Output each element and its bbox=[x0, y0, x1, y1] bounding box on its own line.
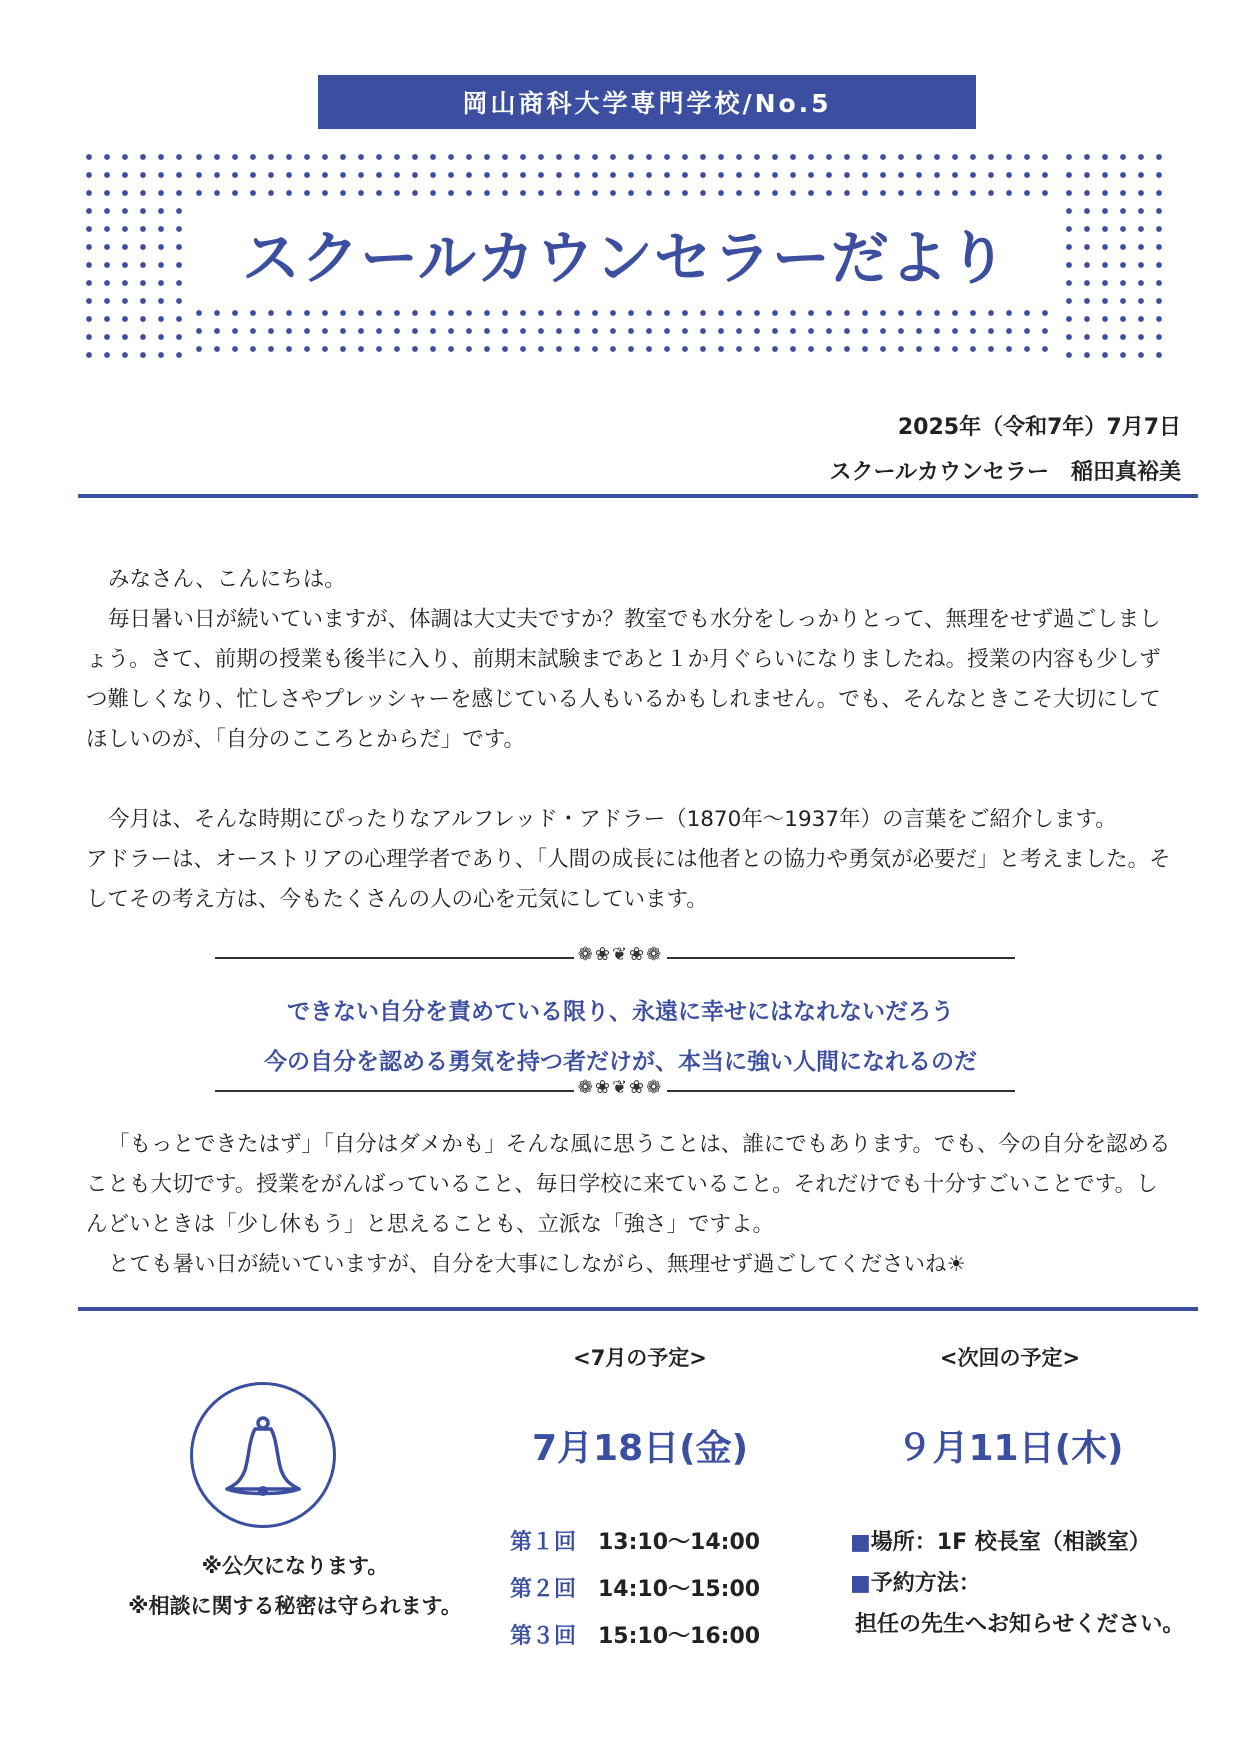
session-label: 第３回 bbox=[510, 1624, 577, 1649]
flower-ornament-bottom: ❁❀❦❀❁ bbox=[0, 1077, 1241, 1098]
session-row bbox=[510, 1619, 760, 1650]
note-confidential: ※相談に関する秘密は守られます。 bbox=[128, 1594, 462, 1618]
divider-top bbox=[78, 494, 1198, 498]
next-schedule-heading: <次回の予定> bbox=[939, 1346, 1081, 1370]
session-row bbox=[510, 1572, 760, 1603]
square-bullet-icon: ■ bbox=[850, 1571, 871, 1596]
school-banner: 岡山商科大学専門学校/No.5 bbox=[318, 75, 976, 129]
paragraph-greeting: みなさん、こんにちは。 bbox=[108, 567, 346, 592]
paragraph-message: 「もっとできたはず」「自分はダメかも」そんな風に思うことは、誰にでもあります。でも、今の自分を認めることも大切です。授業をがんばっていること、毎日学校に来ていること。それだけでも十分すごいことです。しんどいときは「少し休もう」と思えることも、立派な「強さ」ですよ。 bbox=[86, 1132, 1171, 1237]
message-text bbox=[86, 1125, 1176, 1285]
next-reservation-label: ■予約方法： bbox=[850, 1571, 981, 1596]
july-schedule-heading: <7月の予定> bbox=[573, 1346, 707, 1370]
divider-bottom bbox=[78, 1307, 1198, 1311]
next-reservation-text: 担任の先生へお知らせください。 bbox=[855, 1612, 1185, 1637]
session-time: 14:10〜15:00 bbox=[598, 1577, 761, 1602]
next-date: ９月11日(木) bbox=[896, 1428, 1124, 1469]
dot-pattern-bottom bbox=[190, 304, 1060, 358]
paragraph-closing: とても暑い日が続いていますが、自分を大事にしながら、無理せず過ごしてくださいね☀ bbox=[108, 1252, 966, 1277]
bell-icon bbox=[190, 1382, 336, 1528]
session-label: 第２回 bbox=[510, 1577, 577, 1602]
paragraph-adler-bio: アドラーは、オーストリアの心理学者であり、「人間の成長には他者との協力や勇気が必要だ」と考えました。そしてその考え方は、今もたくさんの人の心を元気にしています。 bbox=[86, 847, 1171, 912]
author-name: スクールカウンセラー 稲田真裕美 bbox=[829, 460, 1181, 485]
next-place: ■場所：1F 校長室（相談室） bbox=[850, 1530, 1151, 1555]
session-time: 13:10〜14:00 bbox=[598, 1530, 761, 1555]
dot-pattern-top bbox=[190, 148, 1060, 202]
flower-ornament-top: ❁❀❦❀❁ bbox=[0, 944, 1241, 965]
dot-pattern-left bbox=[80, 148, 190, 358]
quote-line-1: できない自分を責めている限り、永遠に幸せにはなれないだろう bbox=[287, 999, 954, 1025]
paragraph-intro: 毎日暑い日が続いていますが、体調は大丈夫ですか？教室でも水分をしっかりとって、無理をせず過ごしましょう。さて、前期の授業も後半に入り、前期末試験まであと１か月ぐらいになりましたね。授業の内容も少しずつ難しくなり、忙しさやプレッシャーを感じている人もいるかもしれません。でも、そんなときこそ大切にしてほしいのが、「自分のこころとからだ」です。 bbox=[86, 607, 1161, 752]
note-excused: ※公欠になります。 bbox=[201, 1554, 389, 1578]
square-bullet-icon: ■ bbox=[850, 1530, 871, 1555]
issue-date: 2025年（令和7年）7月7日 bbox=[897, 415, 1181, 440]
intro-text bbox=[86, 560, 1176, 760]
adler-text bbox=[86, 800, 1176, 920]
dot-pattern-right bbox=[1060, 148, 1170, 358]
session-time: 15:10〜16:00 bbox=[598, 1624, 761, 1649]
paragraph-adler-intro: 今月は、そんな時期にぴったりなアルフレッド・アドラー（1870年〜1937年）の言葉をご紹介します。 bbox=[108, 807, 1117, 832]
july-date: 7月18日(金) bbox=[531, 1428, 749, 1469]
quote-line-2: 今の自分を認める勇気を持つ者だけが、本当に強い人間になれるのだ bbox=[264, 1049, 977, 1075]
session-row bbox=[510, 1525, 760, 1556]
newsletter-title: スクールカウンセラーだより bbox=[242, 224, 1008, 292]
session-label: 第１回 bbox=[510, 1530, 577, 1555]
